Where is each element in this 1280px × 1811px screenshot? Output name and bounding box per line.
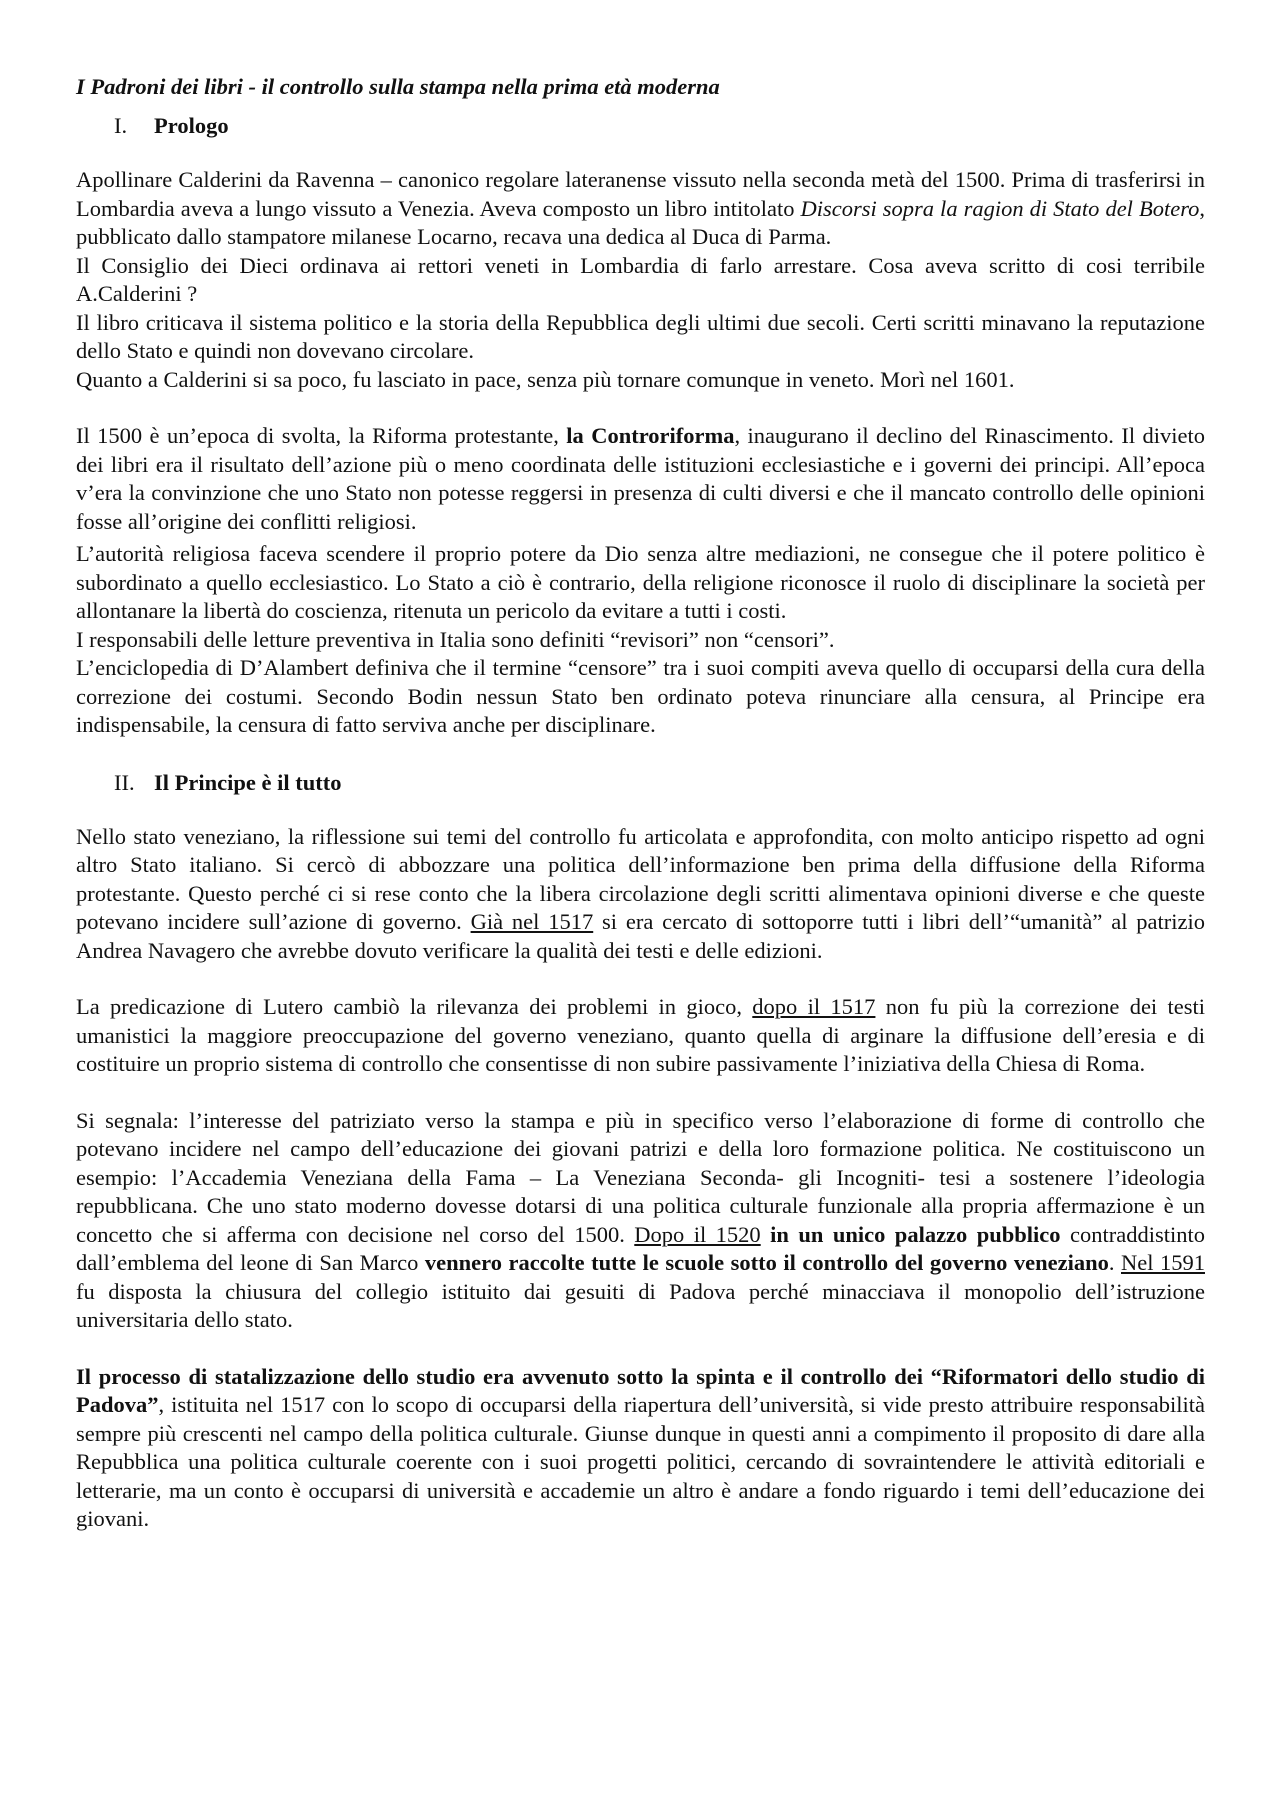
text-run: Apollinare Calderini da Ravenna – canonico regolare lateranense vissuto nella seconda metà del 1500. Prima di trasferirsi in Lombardia aveva a lungo vissuto a Venezia. Aveva composto un libro intitolato [76,167,1205,221]
paragraph [76,993,1205,1079]
text-run: La predicazione di Lutero cambiò la rilevanza dei problemi in gioco, [76,994,753,1019]
section-heading-prologo [76,111,1205,140]
paragraph [76,1363,1205,1534]
text-run: fu disposta la chiusura del collegio istituito dai gesuiti di Padova perché minacciava il monopolio dell’istruzione universitaria dello stato. [76,1278,1205,1332]
text-run: , inaugurano il declino del Rinascimento. Il divieto dei libri era il risultato dell’azione più o meno coordinata delle istituzioni ecclesiastiche e i governi dei principi. All’epoca v’era la convinzione che uno Stato non potesse reggersi in presenza di culti diversi e che il mancato controllo delle opinioni fosse all’origine dei conflitti religiosi. [76,423,1205,534]
text-run: Nello stato veneziano, la riflessione sui temi del controllo fu articolata e approfondita, con molto anticipo rispetto ad ogni altro Stato italiano. Si cercò di abbozzare una politica dell’informazione ben prima della diffusione della Riforma protestante. Questo perché ci si rese conto che la libera circolazione degli scritti alimentava opinioni diverse e che queste potevano incidere sull’azione di governo. [76,823,1205,934]
bold-text: in un unico palazzo pubblico [760,1221,1061,1247]
text-run: , pubblicato dallo stampatore milanese Locarno, recava una dedica al Duca di Parma. [76,195,1205,249]
section-title: Il Principe è il tutto [154,769,342,795]
book-title: Discorsi sopra la ragion di Stato del Botero [800,195,1200,221]
section-number: II. [114,769,135,795]
bold-text: la Controriforma [566,423,735,448]
paragraph [76,1107,1205,1335]
paragraph: Quanto a Calderini si sa poco, fu lasciato in pace, senza più tornare comunque in veneto. Morì nel 1601. [76,366,1015,392]
text-run: non fu più la correzione dei testi umanistici la maggiore preoccupazione del governo veneziano, quanto quella di arginare la diffusione dell’eresia e di costituire un proprio sistema di controllo che consentisse di non subire passivamente l’iniziativa della Chiesa di Roma. [76,994,1205,1076]
text-run: si era cercato di sottoporre tutti i libri dell’“umanità” al patrizio Andrea Navagero che avrebbe dovuto verificare la qualità dei testi e delle edizioni. [76,909,1205,963]
paragraph: L’autorità religiosa faceva scendere il proprio potere da Dio senza altre mediazioni, ne consegue che il potere politico è subordinato a quello ecclesiastico. Lo Stato a ciò è contrario, della religione riconosce il ruolo di disciplinare la società per allontanare la libertà do coscienza, ritenuta un pericolo da evitare a tutti i costi. [76,541,1205,623]
section-heading-principe [76,768,1205,797]
underlined-text: dopo il 1517 [752,994,876,1019]
underlined-text: Nel 1591 [1121,1250,1205,1275]
paragraph [76,422,1205,536]
bold-text: Il processo di statalizzazione dello studio era avvenuto sotto la spinta e il controllo dei “Riformatori dello studio di Padova” [76,1363,1205,1417]
text-run: , istituita nel 1517 con lo scopo di occuparsi della riapertura dell’università, si vide presto attribuire responsabilità sempre più crescenti nel campo della politica culturale. Giunse dunque in questi anni a compimento il proposito di dare alla Repubblica una politica culturale coerente con i suoi progetti politici, cercando di sovraintendere le attività editoriali e letterarie, ma un conto è occuparsi di università e accademie un altro è andare a fondo riguardo i temi dell’educazione dei giovani. [76,1392,1205,1531]
paragraph: Il Consiglio dei Dieci ordinava ai rettori veneti in Lombardia di farlo arrestare. Cosa aveva scritto di cosi terribile A.Calderini ? [76,252,1205,306]
paragraph: L’enciclopedia di D’Alambert definiva che il termine “censore” tra i suoi compiti aveva quello di occuparsi della cura della correzione dei costumi. Secondo Bodin nessun Stato ben ordinato poteva rinunciare alla censura, al Principe era indispensabile, la censura di fatto serviva anche per disciplinare. [76,655,1205,737]
paragraph [76,166,1205,252]
underlined-text: Dopo il 1520 [634,1221,761,1247]
text-run: Il 1500 è un’epoca di svolta, la Riforma protestante, [76,423,567,448]
paragraph [76,823,1205,966]
underlined-text: Già nel 1517 [470,909,594,934]
text-run: Si segnala: l’interesse del patriziato verso la stampa e più in specifico verso l’elaborazione di forme di controllo che potevano incidere nel campo dell’educazione dei giovani patrizi e della loro formazione politica. Ne costituiscono un esempio: l’Accademia Veneziana della Fama – La Veneziana Seconda- gli Incogniti- tesi a sostenere l’ideologia repubblicana. Che uno stato moderno dovesse dotarsi di una politica culturale funzionale alla propria affermazione è un concetto che si afferma con decisione nel corso del 1500. [76,1107,1205,1247]
bold-text: vennero raccolte tutte le scuole sotto il controllo del governo veneziano [424,1250,1109,1275]
document-title: I Padroni dei libri - il controllo sulla stampa nella prima età moderna [76,74,720,99]
paragraph: I responsabili delle letture preventiva in Italia sono definiti “revisori” non “censori”. [76,626,835,652]
text-run: . [1108,1250,1121,1275]
paragraph: Il libro criticava il sistema politico e la storia della Repubblica degli ultimi due secoli. Certi scritti minavano la reputazione dello Stato e quindi non dovevano circolare. [76,309,1205,363]
section-number: I. [114,113,128,138]
section-title: Prologo [154,113,229,138]
text-run: contraddistinto dall’emblema del leone di San Marco [76,1221,1205,1275]
